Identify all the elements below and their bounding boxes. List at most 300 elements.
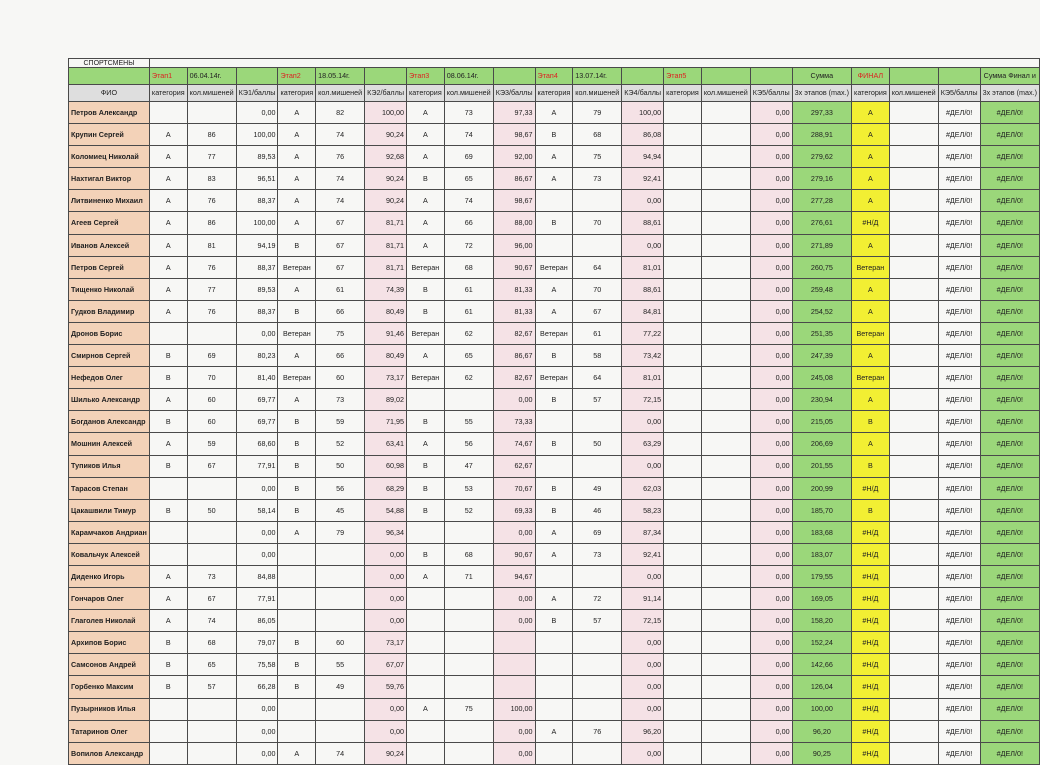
stage4-category: А: [535, 543, 573, 565]
stage4-category: В: [535, 477, 573, 499]
stage5-score: 0,00: [750, 610, 792, 632]
stage2-shots: 56: [316, 477, 365, 499]
sum-three-stages: 277,28: [792, 190, 851, 212]
stage2-category: Ветеран: [278, 322, 316, 344]
stage2-category: В: [278, 654, 316, 676]
stage4-score: 84,81: [622, 300, 664, 322]
stage1-shots: 77: [187, 146, 236, 168]
stage5-shots: [701, 455, 750, 477]
stage3-score: 88,00: [493, 212, 535, 234]
stage2-shots: 82: [316, 102, 365, 124]
stage4-score: 81,01: [622, 256, 664, 278]
final-shots: [889, 742, 938, 764]
stage5-shots: [701, 676, 750, 698]
total-score: #ДЕЛ/0!: [980, 234, 1039, 256]
sum-three-stages: 185,70: [792, 499, 851, 521]
final-category: В: [852, 411, 890, 433]
stage3-score: 96,00: [493, 234, 535, 256]
stage3-shots: [444, 521, 493, 543]
table-row: [69, 190, 1040, 212]
category-header: категория: [664, 85, 702, 102]
stage2-shots: 52: [316, 433, 365, 455]
stage4-score: 62,03: [622, 477, 664, 499]
stage2-shots: 49: [316, 676, 365, 698]
total-score: #ДЕЛ/0!: [980, 654, 1039, 676]
stage1-score: 0,00: [236, 720, 278, 742]
stage2-category: А: [278, 212, 316, 234]
stage2-shots: 60: [316, 632, 365, 654]
final-score: #ДЕЛ/0!: [938, 698, 980, 720]
stage3-score: 82,67: [493, 322, 535, 344]
stage3-score: 82,67: [493, 367, 535, 389]
stage1-shots: 70: [187, 367, 236, 389]
stage2-category: [278, 698, 316, 720]
stage2-score: 80,49: [365, 300, 407, 322]
total-score: #ДЕЛ/0!: [980, 433, 1039, 455]
stage2-category: В: [278, 477, 316, 499]
stage1-category: А: [149, 124, 187, 146]
stage3-shots: [444, 654, 493, 676]
stage3-category: [407, 676, 445, 698]
stage4-category: В: [535, 345, 573, 367]
athlete-name: Смирнов Сергей: [69, 345, 150, 367]
stage4-shots: 73: [573, 543, 622, 565]
stage5-shots: [701, 565, 750, 587]
stage2-date: 18.05.14г.: [316, 68, 365, 85]
stage3-score: 98,67: [493, 124, 535, 146]
stage4-category: В: [535, 124, 573, 146]
stage4-score: 92,41: [622, 543, 664, 565]
stage5-category: [664, 278, 702, 300]
stage4-category: Ветеран: [535, 322, 573, 344]
stage5-category: [664, 300, 702, 322]
stage4-category: А: [535, 102, 573, 124]
stage3-score: 98,67: [493, 190, 535, 212]
final-shots: [889, 521, 938, 543]
stage2-category: [278, 543, 316, 565]
stage1-category: В: [149, 654, 187, 676]
stage5-shots: [701, 212, 750, 234]
stage3-category: [407, 720, 445, 742]
stage4-shots: [573, 411, 622, 433]
stage1-score: 80,23: [236, 345, 278, 367]
athlete-name: Горбенко Максим: [69, 676, 150, 698]
stage5-shots: [701, 588, 750, 610]
total-score: #ДЕЛ/0!: [980, 146, 1039, 168]
stage1-shots: 67: [187, 588, 236, 610]
stage1-shots: [187, 322, 236, 344]
final-score: #ДЕЛ/0!: [938, 234, 980, 256]
stage1-shots: 57: [187, 676, 236, 698]
stage3-score: 86,67: [493, 168, 535, 190]
total-score: #ДЕЛ/0!: [980, 720, 1039, 742]
stage1-shots: [187, 102, 236, 124]
table-row: [69, 521, 1040, 543]
stage3-category: А: [407, 433, 445, 455]
shots-header: кол.мишеней: [889, 85, 938, 102]
total-score: #ДЕЛ/0!: [980, 588, 1039, 610]
sum-final-header: Сумма Финал и: [980, 68, 1039, 85]
stage2-shots: 50: [316, 455, 365, 477]
stage5-category: [664, 367, 702, 389]
stage2-shots: 75: [316, 322, 365, 344]
stage2-score: 89,02: [365, 389, 407, 411]
stage4-category: [535, 190, 573, 212]
stage2-score: 92,68: [365, 146, 407, 168]
total-score: #ДЕЛ/0!: [980, 610, 1039, 632]
stage4-category: А: [535, 588, 573, 610]
stage4-category: В: [535, 610, 573, 632]
stage2-score: 81,71: [365, 212, 407, 234]
final-score: #ДЕЛ/0!: [938, 477, 980, 499]
stage3-shots: [444, 389, 493, 411]
stage2-category: В: [278, 300, 316, 322]
stage2-score: 0,00: [365, 565, 407, 587]
stage4-score: 73,42: [622, 345, 664, 367]
stage2-shots: 73: [316, 389, 365, 411]
final-score: #ДЕЛ/0!: [938, 278, 980, 300]
stage2-category: В: [278, 455, 316, 477]
stage3-shots: 68: [444, 543, 493, 565]
stage3-category: В: [407, 300, 445, 322]
athlete-name: Крупин Сергей: [69, 124, 150, 146]
stage2-category: А: [278, 278, 316, 300]
k5-header: КЭ5/баллы: [750, 85, 792, 102]
stage2-category: А: [278, 168, 316, 190]
stage5-category: [664, 212, 702, 234]
stage1-shots: 76: [187, 190, 236, 212]
final-shots: [889, 565, 938, 587]
stage2-score: 68,29: [365, 477, 407, 499]
stage2-shots: 55: [316, 654, 365, 676]
stage3-score: 0,00: [493, 389, 535, 411]
stage4-score: 0,00: [622, 234, 664, 256]
stage2-score: 96,34: [365, 521, 407, 543]
stage5-category: [664, 433, 702, 455]
final-category: Ветеран: [852, 256, 890, 278]
final-shots: [889, 588, 938, 610]
stage3-shots: 55: [444, 411, 493, 433]
stage4-score: 63,29: [622, 433, 664, 455]
stage1-score: 0,00: [236, 102, 278, 124]
sum-three-stages: 126,04: [792, 676, 851, 698]
sum-three-stages: 152,24: [792, 632, 851, 654]
stage4-category: А: [535, 300, 573, 322]
stage3-label: Этап3: [407, 68, 445, 85]
total-score: #ДЕЛ/0!: [980, 521, 1039, 543]
stage3-score: 0,00: [493, 588, 535, 610]
final-score: #ДЕЛ/0!: [938, 190, 980, 212]
stage1-score: 0,00: [236, 698, 278, 720]
stage5-category: [664, 698, 702, 720]
stage4-category: А: [535, 720, 573, 742]
sum-three-stages: 288,91: [792, 124, 851, 146]
stage2-score: 73,17: [365, 367, 407, 389]
stage2-shots: [316, 610, 365, 632]
stage2-shots: 67: [316, 256, 365, 278]
stage2-shots: [316, 543, 365, 565]
final-shots: [889, 345, 938, 367]
final-score: #ДЕЛ/0!: [938, 543, 980, 565]
stage3-score: 70,67: [493, 477, 535, 499]
stage5-score: 0,00: [750, 102, 792, 124]
stage-header-empty: [69, 68, 150, 85]
stage2-category: Ветеран: [278, 256, 316, 278]
stage4-score: 87,34: [622, 521, 664, 543]
stage2-category: А: [278, 102, 316, 124]
stage3-score: 73,33: [493, 411, 535, 433]
stage3-score: 100,00: [493, 698, 535, 720]
table-row: [69, 455, 1040, 477]
table-row: [69, 676, 1040, 698]
stage1-shots: 69: [187, 345, 236, 367]
stage1-score: 75,58: [236, 654, 278, 676]
total-score: #ДЕЛ/0!: [980, 477, 1039, 499]
stage3-category: А: [407, 124, 445, 146]
final-category: #Н/Д: [852, 720, 890, 742]
sum-three-stages: 100,00: [792, 698, 851, 720]
stage2-score: 74,39: [365, 278, 407, 300]
stage3-score: 94,67: [493, 565, 535, 587]
athlete-name: Коломиец Николай: [69, 146, 150, 168]
stage5-shots: [701, 234, 750, 256]
stage3-category: В: [407, 168, 445, 190]
stage2-category: [278, 565, 316, 587]
stage2-category: В: [278, 234, 316, 256]
total-score: #ДЕЛ/0!: [980, 676, 1039, 698]
stage1-shots: 59: [187, 433, 236, 455]
stage1-score: 81,40: [236, 367, 278, 389]
stage3-shots: 62: [444, 367, 493, 389]
athlete-name: Тищенко Николай: [69, 278, 150, 300]
final-score: #ДЕЛ/0!: [938, 455, 980, 477]
stage1-score: 100,00: [236, 212, 278, 234]
stage5-category: [664, 521, 702, 543]
stage1-shots: 74: [187, 610, 236, 632]
stage4-shots: 49: [573, 477, 622, 499]
athlete-name: Литвиненко Михаил: [69, 190, 150, 212]
stage5-score: 0,00: [750, 742, 792, 764]
sum-three-stages: 215,05: [792, 411, 851, 433]
final-score: #ДЕЛ/0!: [938, 654, 980, 676]
final-score: #ДЕЛ/0!: [938, 720, 980, 742]
results-spreadsheet: [68, 58, 1040, 765]
stage5-shots: [701, 720, 750, 742]
table-row: [69, 543, 1040, 565]
athlete-name: Тарасов Степан: [69, 477, 150, 499]
stage4-category: А: [535, 146, 573, 168]
stage5-shots: [701, 499, 750, 521]
stage5-shots: [701, 322, 750, 344]
sum-three-stages: 276,61: [792, 212, 851, 234]
stage2-score: 0,00: [365, 698, 407, 720]
stage4-shots: 72: [573, 588, 622, 610]
stage1-category: В: [149, 676, 187, 698]
stage3-category: [407, 521, 445, 543]
table-row: [69, 632, 1040, 654]
stage1-shots: 50: [187, 499, 236, 521]
stage2-shots: [316, 720, 365, 742]
stage1-score: 89,53: [236, 278, 278, 300]
stage2-score: 80,49: [365, 345, 407, 367]
total-score: #ДЕЛ/0!: [980, 389, 1039, 411]
stage1-category: А: [149, 168, 187, 190]
stage1-score: 89,53: [236, 146, 278, 168]
final-score: #ДЕЛ/0!: [938, 300, 980, 322]
stage4-score: 0,00: [622, 654, 664, 676]
stage5-score: 0,00: [750, 345, 792, 367]
stage3-score: 0,00: [493, 720, 535, 742]
stage5-score: 0,00: [750, 124, 792, 146]
stage1-category: А: [149, 433, 187, 455]
stage4-shots: 68: [573, 124, 622, 146]
table-row: [69, 168, 1040, 190]
final-category: А: [852, 345, 890, 367]
sum-three-stages: 142,66: [792, 654, 851, 676]
athlete-name: Богданов Александр: [69, 411, 150, 433]
stage5-score: 0,00: [750, 654, 792, 676]
k1-header: КЭ1/баллы: [236, 85, 278, 102]
stage5-shots: [701, 102, 750, 124]
final-score: #ДЕЛ/0!: [938, 345, 980, 367]
stage3-category: В: [407, 455, 445, 477]
stage5-score: 0,00: [750, 278, 792, 300]
final-category: #Н/Д: [852, 565, 890, 587]
final-shots: [889, 234, 938, 256]
stage1-score: 58,14: [236, 499, 278, 521]
total-score: #ДЕЛ/0!: [980, 322, 1039, 344]
final-category: А: [852, 190, 890, 212]
total-score: #ДЕЛ/0!: [980, 565, 1039, 587]
table-row: [69, 742, 1040, 764]
sum-three-stages: 200,99: [792, 477, 851, 499]
stage2-category: [278, 610, 316, 632]
stage3-score: 0,00: [493, 742, 535, 764]
stage4-category: В: [535, 389, 573, 411]
stage2-label: Этап2: [278, 68, 316, 85]
stage4-shots: 50: [573, 433, 622, 455]
k2-header: КЭ2/баллы: [365, 85, 407, 102]
athlete-name: Петров Александр: [69, 102, 150, 124]
stage3-category: А: [407, 698, 445, 720]
stage3-category: В: [407, 411, 445, 433]
final-category: А: [852, 389, 890, 411]
stage3-score: 0,00: [493, 521, 535, 543]
total-score: #ДЕЛ/0!: [980, 367, 1039, 389]
stage5-category: [664, 676, 702, 698]
stage4-category: [535, 676, 573, 698]
stage3-category: [407, 742, 445, 764]
stage2-shots: 61: [316, 278, 365, 300]
stage4-score: 0,00: [622, 742, 664, 764]
stage2-category: А: [278, 742, 316, 764]
total-score: #ДЕЛ/0!: [980, 190, 1039, 212]
stage3-shots: 72: [444, 234, 493, 256]
stage2-score: 54,88: [365, 499, 407, 521]
final-shots: [889, 411, 938, 433]
stage2-shots: [316, 698, 365, 720]
table-row: [69, 477, 1040, 499]
stage3-shots: 66: [444, 212, 493, 234]
sum-three-stages: 169,05: [792, 588, 851, 610]
stage3-category: [407, 632, 445, 654]
stage5-score: 0,00: [750, 234, 792, 256]
table-row: [69, 389, 1040, 411]
shots-header: кол.мишеней: [316, 85, 365, 102]
stage1-category: [149, 742, 187, 764]
stage5-category: [664, 102, 702, 124]
stage3-shots: 53: [444, 477, 493, 499]
stage4-shots: 70: [573, 278, 622, 300]
stage3-score: [493, 676, 535, 698]
final-shots: [889, 256, 938, 278]
stage4-score: 0,00: [622, 565, 664, 587]
stage5-shots: [701, 521, 750, 543]
stage4-shots: 46: [573, 499, 622, 521]
final-shots: [889, 212, 938, 234]
stage5-shots: [701, 654, 750, 676]
final-category: #Н/Д: [852, 676, 890, 698]
sum-three-stages: 230,94: [792, 389, 851, 411]
stage5-score: 0,00: [750, 676, 792, 698]
stage5-category: [664, 256, 702, 278]
k4-header: КЭ4/баллы: [622, 85, 664, 102]
category-header: категория: [852, 85, 890, 102]
table-row: [69, 102, 1040, 124]
stage2-score: 60,98: [365, 455, 407, 477]
stage2-category: В: [278, 499, 316, 521]
table-row: [69, 588, 1040, 610]
stage4-category: [535, 455, 573, 477]
final-shots: [889, 102, 938, 124]
final-shots: [889, 477, 938, 499]
stage2-shots: 79: [316, 521, 365, 543]
stage1-category: А: [149, 588, 187, 610]
stage1-score: 0,00: [236, 543, 278, 565]
stage1-shots: 76: [187, 256, 236, 278]
stage5-score: 0,00: [750, 367, 792, 389]
stage5-score: 0,00: [750, 411, 792, 433]
table-row: [69, 610, 1040, 632]
stage1-category: [149, 477, 187, 499]
final-category: А: [852, 102, 890, 124]
stage4-category: А: [535, 278, 573, 300]
stage1-category: В: [149, 411, 187, 433]
stage2-shots: 45: [316, 499, 365, 521]
sum-three-stages: 259,48: [792, 278, 851, 300]
stage1-score: 84,88: [236, 565, 278, 587]
stage2-shots: 67: [316, 212, 365, 234]
stage2-shots: 60: [316, 367, 365, 389]
stage4-score: 100,00: [622, 102, 664, 124]
stage4-category: В: [535, 499, 573, 521]
final-category: #Н/Д: [852, 698, 890, 720]
stage5-category: [664, 146, 702, 168]
stage3-shots: [444, 676, 493, 698]
final-shots: [889, 698, 938, 720]
stage2-shots: 66: [316, 345, 365, 367]
stage5-category: [664, 455, 702, 477]
stage5-category: [664, 742, 702, 764]
stage3-shots: 65: [444, 168, 493, 190]
stage2-score: 90,24: [365, 190, 407, 212]
stage5-category: [664, 411, 702, 433]
sum-three-stages: 254,52: [792, 300, 851, 322]
athlete-name: Петров Сергей: [69, 256, 150, 278]
stage3-category: А: [407, 565, 445, 587]
stage4-score: 0,00: [622, 632, 664, 654]
final-shots: [889, 455, 938, 477]
